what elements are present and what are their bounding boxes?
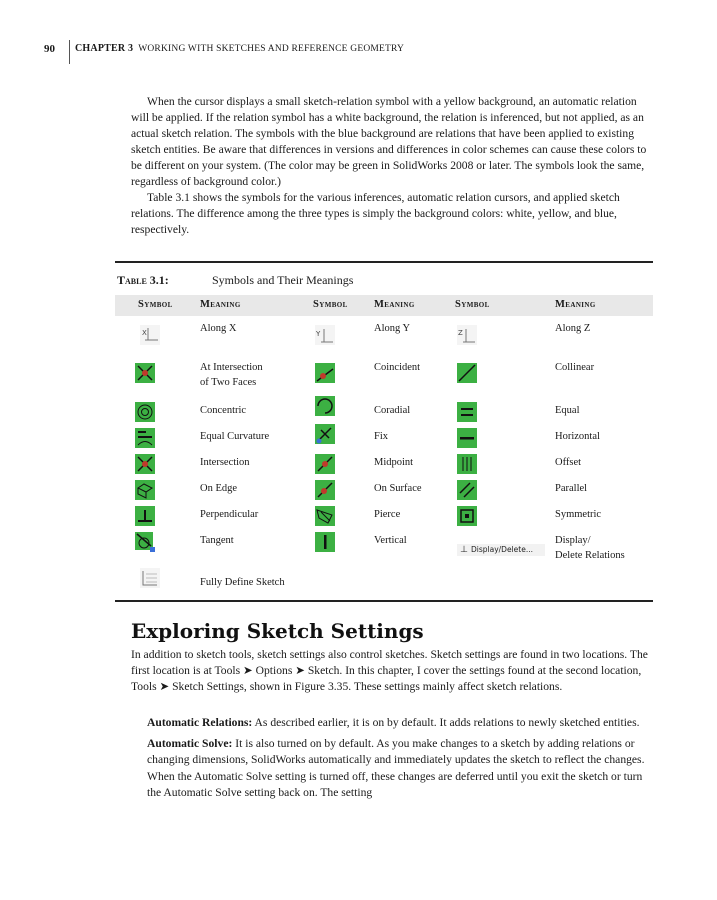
meaning-along-x: Along X	[200, 323, 237, 334]
table-row	[115, 360, 653, 400]
chapter-label: CHAPTER 3	[75, 43, 134, 54]
meaning-perpendicular: Perpendicular	[200, 509, 259, 520]
display-delete-icon-label: Display/Delete...	[471, 545, 533, 554]
on-edge-icon	[135, 480, 155, 500]
header-symbol-3: Symbol	[455, 299, 490, 310]
meaning-pierce: Pierce	[374, 509, 401, 520]
meaning-display-delete-relations: Display/ Delete Relations	[555, 535, 625, 561]
table-row	[115, 426, 653, 452]
horizontal-icon	[457, 428, 477, 448]
meaning-collinear: Collinear	[555, 362, 595, 373]
header-symbol-2: Symbol	[313, 299, 348, 310]
svg-text:Z: Z	[458, 329, 463, 337]
meaning-vertical: Vertical	[374, 535, 407, 546]
symmetric-icon	[457, 506, 477, 526]
parallel-icon	[457, 480, 477, 500]
table-row	[115, 316, 653, 360]
meaning-horizontal: Horizontal	[555, 431, 600, 442]
intro-text	[131, 94, 653, 238]
meaning-fully-define-sketch: Fully Define Sketch	[200, 577, 285, 588]
meaning-along-z: Along Z	[555, 323, 591, 334]
meaning-symmetric: Symmetric	[555, 509, 602, 520]
table-row	[115, 452, 653, 478]
intro-paragraph-1: When the cursor displays a small sketch-relation symbol with a yellow background, an automatic relation will be applied. If the relation symbol has a white background, the relation is inferenced, but not applied, as an actual sketch relation. The symbols with the blue background are relations that have been applied to existing sketch entities. Be aware that differences in versions and differences in color schemes can cause these colors to be different on your system. (The color may be green in SolidWorks 2008 or later. The symbols look the same, regardless of background color.)	[131, 95, 647, 188]
meaning-coincident: Coincident	[374, 362, 421, 373]
table-row	[115, 400, 653, 426]
meaning-along-y: Along Y	[374, 323, 411, 334]
table-row	[115, 570, 653, 600]
meaning-tangent: Tangent	[200, 535, 234, 546]
svg-text:Y: Y	[316, 330, 321, 338]
header-divider	[69, 40, 70, 64]
meaning-concentric: Concentric	[200, 405, 247, 416]
table-row	[115, 530, 653, 570]
equal-icon	[457, 402, 477, 422]
chapter-title: WORKING WITH SKETCHES AND REFERENCE GEOMETRY	[138, 44, 405, 54]
midpoint-icon	[315, 454, 335, 474]
table-label: Table 3.1:	[117, 273, 169, 287]
intro-paragraph-2: Table 3.1 shows the symbols for the various inferences, automatic relation cursors, and applied sketch relations. The difference among the three types is simply the background colors: white, yellow, and blue, respectively.	[131, 191, 620, 236]
meaning-midpoint: Midpoint	[374, 457, 414, 468]
along-z-icon	[457, 325, 477, 345]
equal-curvature-icon	[135, 428, 155, 448]
svg-text:X: X	[142, 329, 147, 337]
page-number: 90	[44, 43, 55, 55]
vertical-icon	[315, 532, 335, 552]
definitions-list	[147, 715, 655, 806]
meaning-on-surface: On Surface	[374, 483, 422, 494]
term-automatic-solve: Automatic Solve:	[147, 736, 233, 750]
on-surface-icon	[315, 480, 335, 500]
definition-automatic-solve: Automatic Solve: It is also turned on by default. As you make changes to a sketch by adding relations or changing dimensions, SolidWorks automatically and immediately updates the sketch to reflect the changes. When the Automatic Solve setting is turned off, these changes are deferred until you exit the sketch or turn the Automatic Solve setting back on. The setting	[147, 736, 645, 799]
display-delete-relations-icon: ⊥ Display/Delete...	[457, 544, 545, 556]
offset-icon	[457, 454, 477, 474]
along-y-icon	[315, 325, 335, 345]
along-x-icon	[140, 325, 160, 345]
coradial-icon	[315, 396, 335, 416]
header-symbol-1: Symbol	[138, 299, 173, 310]
header-meaning-1: Meaning	[200, 299, 241, 310]
meaning-intersection-two-faces: At Intersection of Two Faces	[200, 362, 263, 388]
table-title: Symbols and Their Meanings	[212, 273, 354, 287]
meaning-offset: Offset	[555, 457, 582, 468]
coincident-icon	[315, 363, 335, 383]
meaning-equal: Equal	[555, 405, 580, 416]
table-row	[115, 478, 653, 504]
term-automatic-relations: Automatic Relations:	[147, 716, 253, 729]
header-meaning-3: Meaning	[555, 299, 596, 310]
concentric-icon	[135, 402, 155, 422]
meaning-equal-curvature: Equal Curvature	[200, 431, 270, 442]
table-row	[115, 504, 653, 530]
table-header-row	[115, 295, 653, 316]
section-heading: Exploring Sketch Settings	[131, 619, 424, 643]
meaning-parallel: Parallel	[555, 483, 588, 494]
table-bottom-rule	[115, 600, 653, 602]
chapter-heading	[75, 43, 404, 54]
header-meaning-2: Meaning	[374, 299, 415, 310]
meaning-coradial: Coradial	[374, 405, 411, 416]
fully-define-sketch-icon	[140, 568, 160, 588]
running-header	[0, 40, 717, 62]
section-paragraph: In addition to sketch tools, sketch settings also control sketches. Sketch settings are found in two locations. The first location is at Tools ➤ Options ➤ Sketch. In this chapter, I cover the settings found at the second location, Tools ➤ Sketch Settings, shown in Figure 3.35. These settings mainly affect sketch relations.	[131, 648, 648, 693]
tangent-icon	[135, 532, 155, 552]
fix-icon	[315, 424, 335, 444]
symbols-table	[115, 261, 653, 602]
definition-automatic-relations: Automatic Relations: As described earlier, it is on by default. It adds relations to newly sketched entities.	[147, 716, 640, 729]
meaning-intersection: Intersection	[200, 457, 250, 468]
pierce-icon	[315, 506, 335, 526]
meaning-fix: Fix	[374, 431, 389, 442]
collinear-icon	[457, 363, 477, 383]
meaning-on-edge: On Edge	[200, 483, 238, 494]
perpendicular-icon	[135, 506, 155, 526]
intersection-icon	[135, 454, 155, 474]
intersection-of-faces-icon	[135, 363, 155, 383]
table-caption	[115, 263, 653, 289]
